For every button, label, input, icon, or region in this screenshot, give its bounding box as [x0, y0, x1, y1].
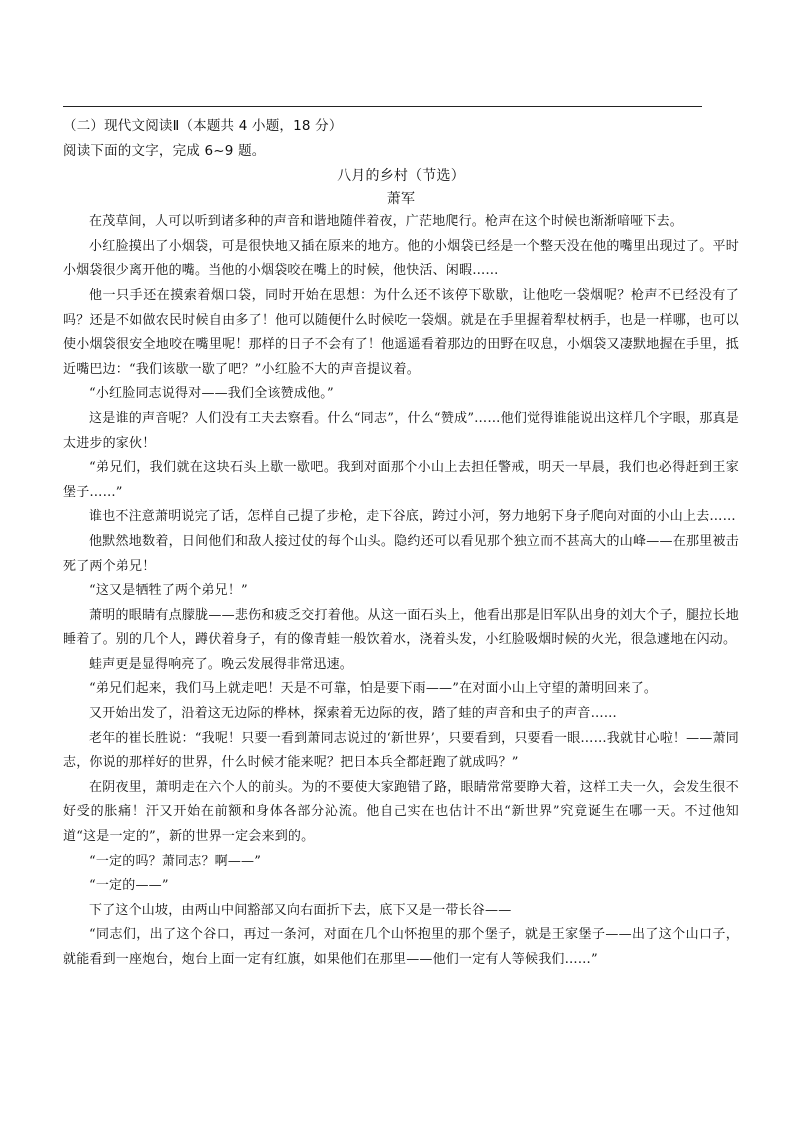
paragraph: “弟兄们起来，我们马上就走吧！天是不可靠，怕是要下雨——”在对面小山上守望的萧明回来了。 — [89, 681, 658, 697]
paragraph: 下了这个山坡，由两山中间豁部又向右面折下去，底下又是一带长谷—— — [89, 902, 512, 918]
section-heading: （二）现代文阅读Ⅱ（本题共 4 小题，18 分） — [63, 118, 343, 134]
paragraph: 萧明的眼睛有点朦胧——悲伤和疲乏交打着他。从这一面石头上，他看出那是旧军队出身的刘大个子，腿拉长地睡着了。别的几个人，蹲伏着身子，有的像青蛙一般饮着水，浇着头发，小红脸吸烟时候的火光，很急遽地在闪动。 — [63, 607, 739, 648]
article-body — [63, 210, 739, 972]
paragraph: “这又是牺牲了两个弟兄！” — [89, 583, 248, 599]
paragraph: 在茂草间，人可以听到诸多种的声音和谐地随伴着夜，广茫地爬行。枪声在这个时候也渐渐喑哑下去。 — [89, 214, 684, 230]
instruction: 阅读下面的文字，完成 6~9 题。 — [63, 142, 266, 159]
article-author: 萧军 — [386, 191, 416, 208]
paragraph: 又开始出发了，沿着这无边际的桦林，探索着无边际的夜，踏了蛙的声音和虫子的声音…… — [89, 706, 618, 722]
paragraph: “弟兄们，我们就在这块石头上歇一歇吧。我到对面那个小山上去担任警戒，明天一早晨，我们也必得赶到王家堡子……” — [63, 460, 739, 500]
paragraph: 他一只手还在摸索着烟口袋，同时开始在思想：为什么还不该停下歇歇，让他吃一袋烟呢？枪声不已经没有了吗？还是不如做农民时候自由多了！他可以随便什么时候吃一袋烟。就是在手里握着犁杖柄手，也是一样哪，也可以使小烟袋很安全地咬在嘴里呢！那样的日子不会有了！他遥遥看着那边的田野在叹息，小烟袋又凄默地握在手里，抵近嘴巴边：“我们该歇一歇了吧？”小红脸不大的声音提议着。 — [63, 287, 739, 377]
paragraph: “小红脸同志说得对——我们全该赞成他。” — [89, 386, 334, 402]
reading-section — [63, 114, 739, 973]
paragraph: 这是谁的声音呢？人们没有工夫去察看。什么“同志”，什么“赞成”……他们觉得谁能说出这样几个字眼，那真是太进步的家伙！ — [63, 410, 739, 451]
paragraph: “一定的——” — [89, 878, 169, 894]
paragraph: 小红脸摸出了小烟袋，可是很快地又插在原来的地方。他的小烟袋已经是一个整天没在他的嘴里出现过了。平时小烟袋很少离开他的嘴。当他的小烟袋咬在嘴上的时候，他快活、闲暇…… — [63, 238, 739, 279]
header-rule — [63, 106, 702, 107]
paragraph: 谁也不注意萧明说完了话，怎样自己提了步枪，走下谷底，跨过小河，努力地躬下身子爬向对面的小山上去…… — [89, 509, 736, 525]
paragraph: 他默然地数着，日间他们和敌人接过仗的每个山头。隐约还可以看见那个独立而不甚高大的山峰——在那里被击死了两个弟兄！ — [63, 533, 739, 574]
article-title: 八月的乡村（节选） — [337, 168, 465, 185]
paragraph: 蛙声更是显得响亮了。晚云发展得非常迅速。 — [89, 656, 354, 672]
paragraph: 老年的崔长胜说：“我呢！只要一看到萧同志说过的‘新世界’，只要看到，只要看一眼……我就甘心啦！——萧同志，你说的那样好的世界，什么时候才能来呢？把日本兵全都赶跑了就成吗？” — [63, 730, 739, 771]
paragraph: “同志们，出了这个谷口，再过一条河，对面在几个山怀抱里的那个堡子，就是王家堡子——出了这个山口子，就能看到一座炮台，炮台上面一定有红旗，如果他们在那里——他们一定有人等候我们……” — [63, 927, 739, 967]
paragraph: 在阴夜里，萧明走在六个人的前头。为的不要使大家跑错了路，眼睛常常要睁大着，这样工夫一久，会发生很不好受的胀痛！汗又开始在前额和身体各部分沁流。他自己实在也估计不出“新世界”究竟诞生在哪一天。不过他知道“这是一定的”，新的世界一定会来到的。 — [63, 779, 739, 845]
paragraph: “一定的吗？萧同志？啊——” — [89, 853, 262, 869]
